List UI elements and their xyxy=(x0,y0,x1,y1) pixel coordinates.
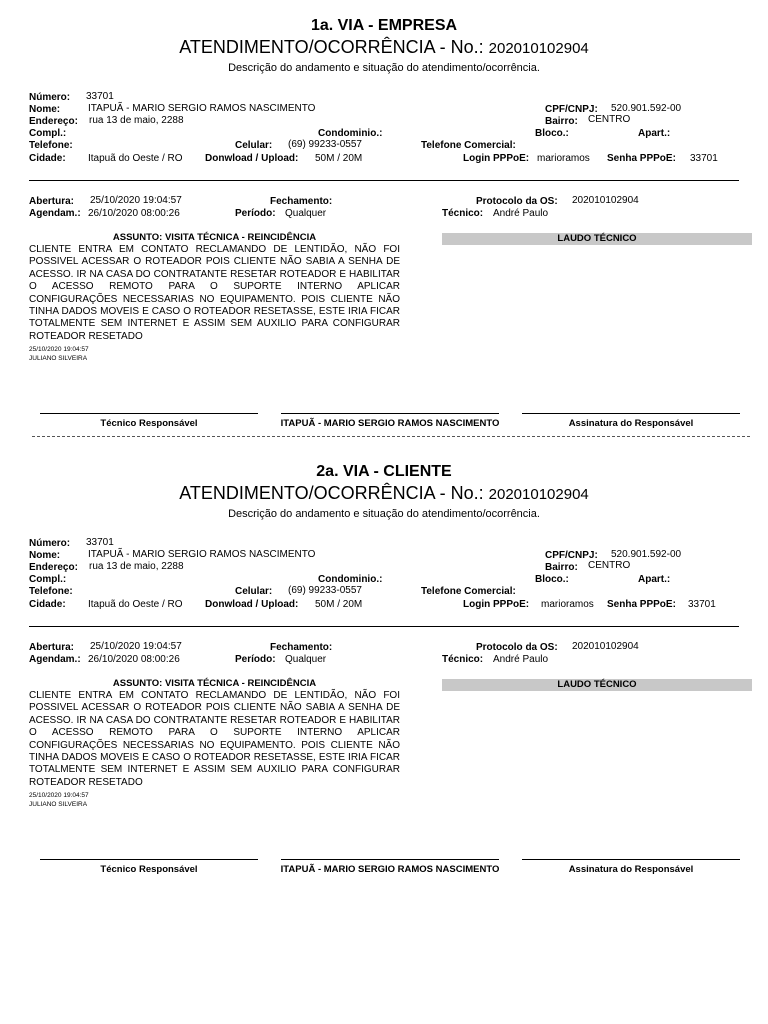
registro-autor: JULIANO SILVEIRA xyxy=(29,801,88,808)
apart-label: Apart.: xyxy=(638,574,671,585)
protocolo-value: 202010102904 xyxy=(572,195,639,206)
download-value: 50M / 20M xyxy=(315,153,363,164)
agendam-label: Agendam.: xyxy=(29,208,81,219)
bloco-label: Bloco.: xyxy=(535,128,569,139)
tel-comercial-label: Telefone Comercial: xyxy=(421,140,516,151)
cidade-value: Itapuã do Oeste / RO xyxy=(88,599,183,610)
title-text: ATENDIMENTO/OCORRÊNCIA - No.: xyxy=(179,483,484,503)
celular-label: Celular: xyxy=(235,140,273,151)
numero-value: 33701 xyxy=(86,91,114,102)
abertura-label: Abertura: xyxy=(29,196,75,207)
senha-value: 33701 xyxy=(690,153,718,164)
cidade-label: Cidade: xyxy=(29,599,66,610)
title-text: ATENDIMENTO/OCORRÊNCIA - No.: xyxy=(179,37,484,57)
compl-label: Compl.: xyxy=(29,574,67,585)
agendam-value: 26/10/2020 08:00:26 xyxy=(88,654,180,665)
abertura-value: 25/10/2020 19:04:57 xyxy=(90,641,182,652)
endereco-value: rua 13 de maio, 2288 xyxy=(89,115,184,126)
tecnico-value: André Paulo xyxy=(493,654,549,665)
tel-comercial-label: Telefone Comercial: xyxy=(421,586,516,597)
signature-line-cliente xyxy=(281,413,499,414)
assunto-heading: ASSUNTO: VISITA TÉCNICA - REINCIDÊNCIA xyxy=(112,232,317,243)
celular-value: (69) 99233-0557 xyxy=(288,585,362,596)
signature-line-cliente xyxy=(281,859,499,860)
bloco-label: Bloco.: xyxy=(535,574,569,585)
title-number: 202010102904 xyxy=(488,40,589,57)
cpf-label: CPF/CNPJ: xyxy=(545,550,598,561)
cpf-value: 520.901.592-00 xyxy=(611,549,682,560)
login-value: marioramos xyxy=(537,153,590,164)
numero-label: Número: xyxy=(29,538,71,549)
fechamento-label: Fechamento: xyxy=(270,642,333,653)
login-label: Login PPPoE: xyxy=(463,153,530,164)
signature-label-cliente: ITAPUÃ - MARIO SERGIO RAMOS NASCIMENTO xyxy=(280,418,500,429)
apart-label: Apart.: xyxy=(638,128,671,139)
via-title: 2a. VIA - CLIENTE xyxy=(316,463,452,480)
protocolo-label: Protocolo da OS: xyxy=(476,642,558,653)
descricao-text: CLIENTE ENTRA EM CONTATO RECLAMANDO DE LENTIDÃO, NÃO FOI POSSIVEL ACESSAR O ROTEADOR POIS CLIENTE NÃO SABIA A SENHA DE ACESSO. IR NA CASA DO CONTRATANTE RESETAR ROTEADOR E HABILITAR O ACESSO REMOTO PARA O SUPORTE INTERNO APLICAR CONFIGURAÇÕES NECESSARIAS NO EQUIPAMENTO. POIS CLIENTE NÃO TINHA DADOS MOVEIS E CASO O ROTEADOR RESETASSE, ESTE IRIA FICAR TOTALMENTE SEM INTERNET E ASSIM SEM AUXILIO PARA CONFIGURAR ROTEADOR RESETADO xyxy=(29,690,400,788)
cpf-label: CPF/CNPJ: xyxy=(545,104,598,115)
laudo-tecnico-header: LAUDO TÉCNICO xyxy=(442,233,752,245)
download-value: 50M / 20M xyxy=(315,599,363,610)
condominio-label: Condominio.: xyxy=(318,574,383,585)
telefone-label: Telefone: xyxy=(29,586,73,597)
abertura-label: Abertura: xyxy=(29,642,75,653)
celular-label: Celular: xyxy=(235,586,273,597)
bairro-value: CENTRO xyxy=(588,114,631,125)
signature-label-responsavel: Assinatura do Responsável xyxy=(568,418,694,429)
bairro-value: CENTRO xyxy=(588,560,631,571)
copy-empresa xyxy=(0,0,768,445)
login-value: marioramos xyxy=(541,599,594,610)
document-subtitle: Descrição do andamento e situação do atendimento/ocorrência. xyxy=(228,508,540,520)
nome-label: Nome: xyxy=(29,104,61,115)
endereco-label: Endereço: xyxy=(29,562,78,573)
nome-label: Nome: xyxy=(29,550,61,561)
periodo-value: Qualquer xyxy=(285,654,327,665)
fechamento-label: Fechamento: xyxy=(270,196,333,207)
periodo-label: Período: xyxy=(235,208,276,219)
agendam-label: Agendam.: xyxy=(29,654,81,665)
registro-data: 25/10/2020 19:04:57 xyxy=(29,792,89,799)
signature-line-responsavel xyxy=(522,413,740,414)
section-divider xyxy=(29,626,739,627)
numero-label: Número: xyxy=(29,92,71,103)
copy-cliente xyxy=(0,446,768,891)
periodo-label: Período: xyxy=(235,654,276,665)
document-subtitle: Descrição do andamento e situação do atendimento/ocorrência. xyxy=(228,62,540,74)
nome-value: ITAPUÃ - MARIO SERGIO RAMOS NASCIMENTO xyxy=(88,549,316,560)
signature-label-tecnico: Técnico Responsável xyxy=(100,864,198,875)
tecnico-label: Técnico: xyxy=(442,208,484,219)
nome-value: ITAPUÃ - MARIO SERGIO RAMOS NASCIMENTO xyxy=(88,103,316,114)
condominio-label: Condominio.: xyxy=(318,128,383,139)
protocolo-label: Protocolo da OS: xyxy=(476,196,558,207)
login-label: Login PPPoE: xyxy=(463,599,530,610)
download-label: Donwload / Upload: xyxy=(205,153,299,164)
assunto-heading: ASSUNTO: VISITA TÉCNICA - REINCIDÊNCIA xyxy=(112,678,317,689)
numero-value: 33701 xyxy=(86,537,114,548)
agendam-value: 26/10/2020 08:00:26 xyxy=(88,208,180,219)
signature-line-tecnico xyxy=(40,413,258,414)
senha-label: Senha PPPoE: xyxy=(607,153,676,164)
via-title: 1a. VIA - EMPRESA xyxy=(310,17,458,34)
abertura-value: 25/10/2020 19:04:57 xyxy=(90,195,182,206)
senha-label: Senha PPPoE: xyxy=(607,599,676,610)
registro-autor: JULIANO SILVEIRA xyxy=(29,355,88,362)
protocolo-value: 202010102904 xyxy=(572,641,639,652)
descricao-text: CLIENTE ENTRA EM CONTATO RECLAMANDO DE LENTIDÃO, NÃO FOI POSSIVEL ACESSAR O ROTEADOR POIS CLIENTE NÃO SABIA A SENHA DE ACESSO. IR NA CASA DO CONTRATANTE RESETAR ROTEADOR E HABILITAR O ACESSO REMOTO PARA O SUPORTE INTERNO APLICAR CONFIGURAÇÕES NECESSARIAS NO EQUIPAMENTO. POIS CLIENTE NÃO TINHA DADOS MOVEIS E CASO O ROTEADOR RESETASSE, ESTE IRIA FICAR TOTALMENTE SEM INTERNET E ASSIM SEM AUXILIO PARA CONFIGURAR ROTEADOR RESETADO xyxy=(29,244,400,342)
registro-data: 25/10/2020 19:04:57 xyxy=(29,346,89,353)
bairro-label: Bairro: xyxy=(545,116,578,127)
tecnico-value: André Paulo xyxy=(493,208,549,219)
periodo-value: Qualquer xyxy=(285,208,327,219)
compl-label: Compl.: xyxy=(29,128,67,139)
celular-value: (69) 99233-0557 xyxy=(288,139,362,150)
bairro-label: Bairro: xyxy=(545,562,578,573)
senha-value: 33701 xyxy=(688,599,716,610)
signature-label-responsavel: Assinatura do Responsável xyxy=(568,864,694,875)
laudo-tecnico-header: LAUDO TÉCNICO xyxy=(442,679,752,691)
section-divider xyxy=(29,180,739,181)
endereco-label: Endereço: xyxy=(29,116,78,127)
signature-label-cliente: ITAPUÃ - MARIO SERGIO RAMOS NASCIMENTO xyxy=(280,864,500,875)
signature-line-tecnico xyxy=(40,859,258,860)
endereco-value: rua 13 de maio, 2288 xyxy=(89,561,184,572)
document-title xyxy=(0,482,768,506)
tecnico-label: Técnico: xyxy=(442,654,484,665)
signature-label-tecnico: Técnico Responsável xyxy=(100,418,198,429)
cut-line xyxy=(32,436,750,437)
cpf-value: 520.901.592-00 xyxy=(611,103,682,114)
download-label: Donwload / Upload: xyxy=(205,599,299,610)
document-title xyxy=(0,36,768,60)
cidade-label: Cidade: xyxy=(29,153,66,164)
title-number: 202010102904 xyxy=(488,486,589,503)
signature-line-responsavel xyxy=(522,859,740,860)
telefone-label: Telefone: xyxy=(29,140,73,151)
cidade-value: Itapuã do Oeste / RO xyxy=(88,153,183,164)
